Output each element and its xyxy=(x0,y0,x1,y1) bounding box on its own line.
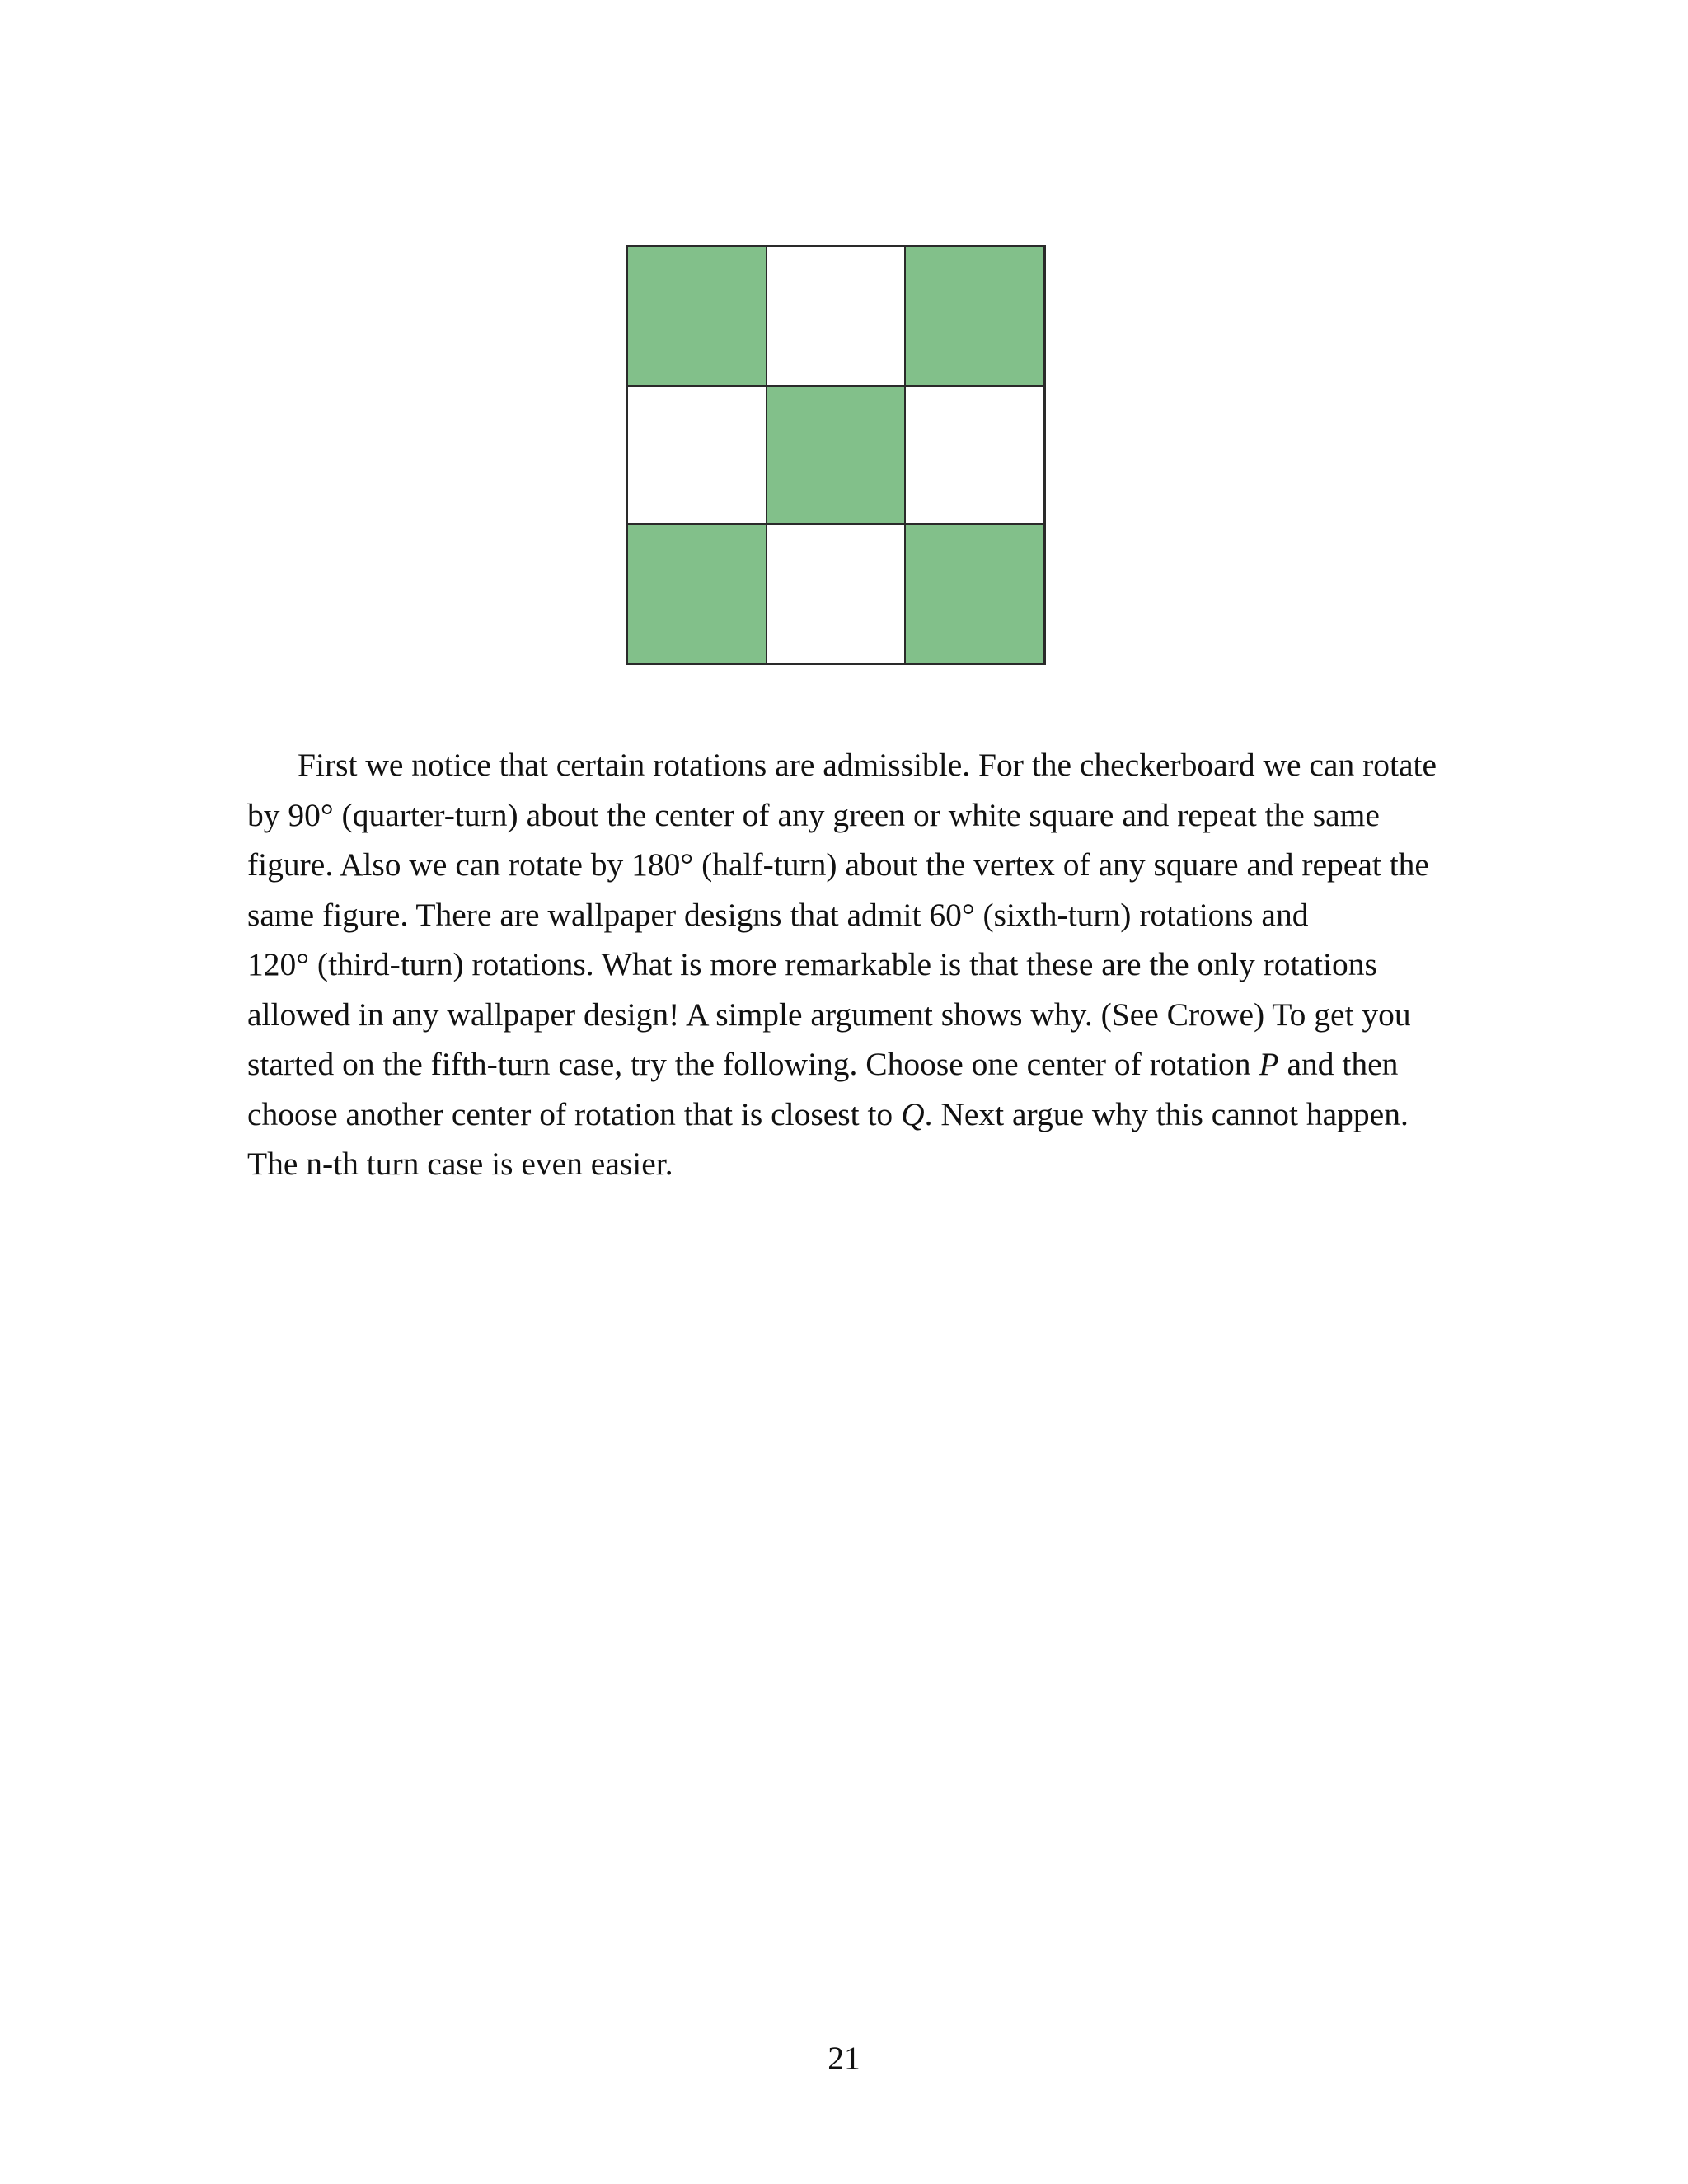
checkerboard-cell xyxy=(905,386,1044,525)
checkerboard-grid xyxy=(626,245,1046,665)
page-number: 21 xyxy=(828,2040,860,2076)
paragraph-line: figure. Also we can rotate by 180° (half-turn) about the vertex of any square and repeat the xyxy=(247,846,1429,883)
line-text: started on the fifth-turn case, try the following. Choose one center of rotation xyxy=(247,1046,1259,1082)
checkerboard-cell xyxy=(767,386,906,525)
body-paragraph xyxy=(247,740,1467,1189)
checkerboard-cell xyxy=(905,524,1044,663)
checkerboard-figure xyxy=(626,245,1046,665)
paragraph-line xyxy=(247,1039,1467,1090)
line-text: choose another center of rotation that is closest to xyxy=(247,1095,902,1132)
paragraph-line: allowed in any wallpaper design! A simple argument shows why. (See Crowe) To get you xyxy=(247,996,1411,1033)
checkerboard-cell xyxy=(767,524,906,663)
checkerboard-cell xyxy=(627,246,767,386)
paragraph-line: same figure. There are wallpaper designs that admit 60° (sixth-turn) rotations and xyxy=(247,896,1309,933)
checkerboard-cell xyxy=(627,386,767,525)
paragraph-line: 120° (third-turn) rotations. What is more remarkable is that these are the only rotations xyxy=(247,946,1377,982)
paragraph-line xyxy=(247,1090,1467,1140)
line-text: . Next argue why this cannot happen. xyxy=(924,1095,1409,1132)
checkerboard-cell xyxy=(627,524,767,663)
paragraph-line: The n-th turn case is even easier. xyxy=(247,1146,673,1182)
checkerboard-cell xyxy=(767,246,906,386)
variable-q: Q xyxy=(901,1095,925,1132)
line-text: and then xyxy=(1278,1046,1399,1082)
paragraph-line: First we notice that certain rotations are admissible. For the checkerboard we can rotate xyxy=(298,747,1437,783)
checkerboard-cell xyxy=(905,246,1044,386)
paragraph-line: by 90° (quarter-turn) about the center of any green or white square and repeat the same xyxy=(247,796,1380,833)
variable-p: P xyxy=(1259,1046,1279,1082)
